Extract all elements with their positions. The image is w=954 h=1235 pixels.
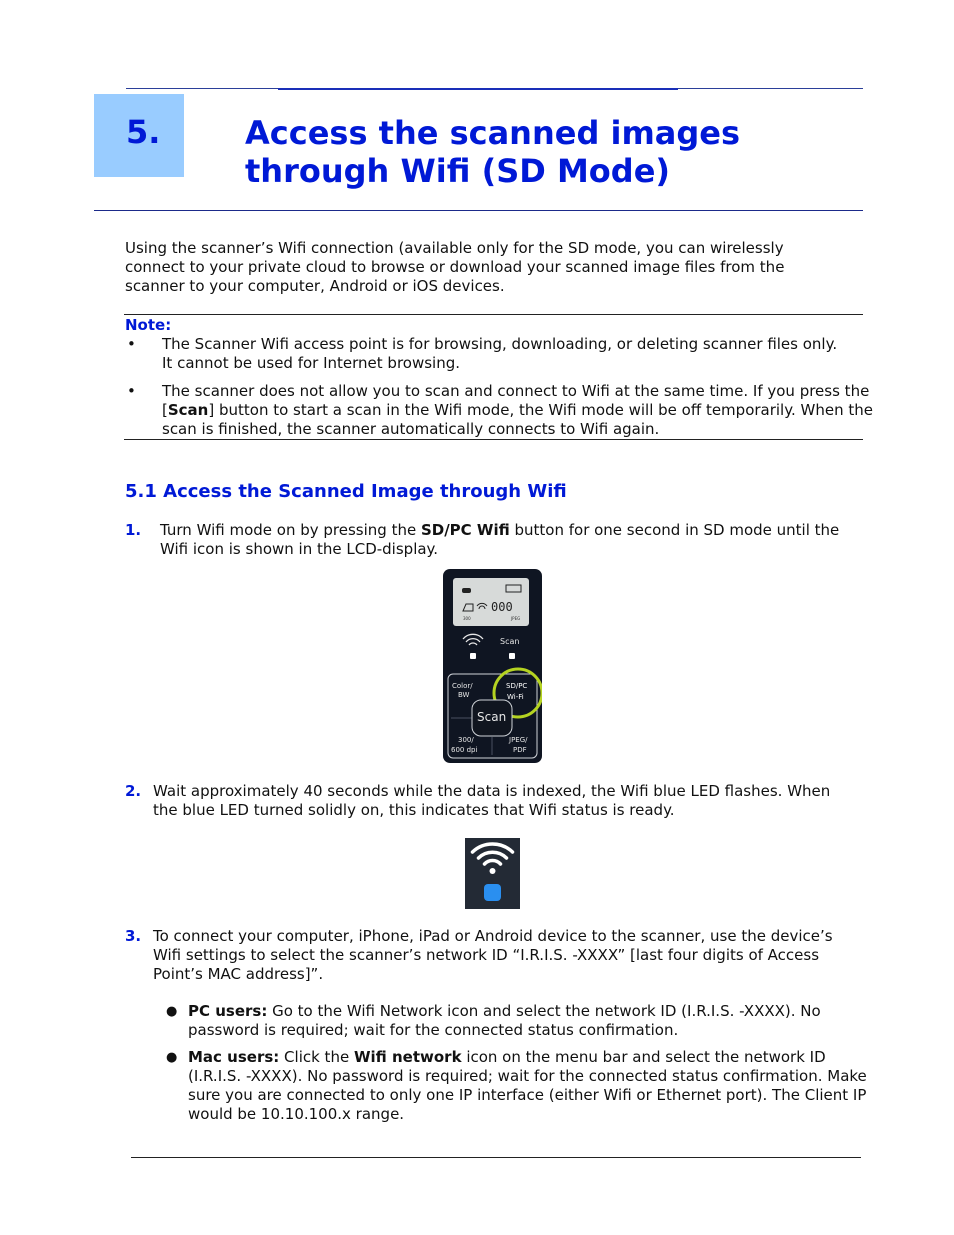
section-heading: 5.1 Access the Scanned Image through Wifi	[125, 481, 567, 502]
color-bw-label-1: Color/	[452, 682, 473, 690]
dpi-label-2: 600 dpi	[451, 746, 478, 754]
step-1-post: button for one second in SD mode until the Wifi icon is shown in the LCD-display.	[160, 521, 840, 558]
pc-users-item	[188, 1002, 858, 1040]
mac-users-pre: Click the	[279, 1048, 354, 1066]
note-bullet-2-pre: The scanner does not allow you to scan and connect to Wifi at the same time. If you press the [	[162, 382, 870, 419]
step-3-number: 3.	[125, 927, 142, 945]
blue-led	[484, 884, 501, 901]
lcd-sd-card-icon	[462, 588, 471, 593]
color-bw-label-2: BW	[458, 691, 470, 699]
chapter-title	[245, 114, 845, 190]
step-2-number: 2.	[125, 782, 142, 800]
dpi-label-1: 300/	[458, 736, 474, 744]
pc-users-label: PC users:	[188, 1002, 268, 1020]
wifi-led	[470, 653, 476, 659]
lcd-small-left: 300	[463, 616, 471, 621]
title-rule	[94, 210, 863, 211]
mac-users-label: Mac users:	[188, 1048, 280, 1066]
scan-led	[509, 653, 515, 659]
scan-button-label: Scan	[477, 710, 507, 724]
chapter-title-line1: Access the scanned images	[245, 114, 741, 152]
jpeg-label-1: JPEG/	[509, 736, 528, 744]
note-label: Note:	[125, 316, 172, 334]
chapter-number: 5.	[126, 113, 161, 151]
step-2-text: Wait approximately 40 seconds while the data is indexed, the Wifi blue LED flashes. When the blue LED turned solidly on, this indicates that Wifi status is ready.	[153, 782, 831, 819]
jpeg-label-2: PDF	[513, 746, 527, 754]
step-3-text: To connect your computer, iPhone, iPad or Android device to the scanner, use the device’s Wifi settings to select the scanner’s network ID “I.R.I.S. -XXXX” [last four digits of Access Point’s MAC address]”.	[153, 927, 833, 983]
footer-rule	[131, 1157, 861, 1158]
step-1-text	[160, 521, 860, 559]
step-1-bold: SD/PC Wifi	[420, 521, 510, 539]
note-bullet-2-post: ] button to start a scan in the Wifi mode, the Wifi mode will be off temporarily. When the scan is finished, the scanner automatically connects to Wifi again.	[162, 401, 873, 438]
bullet-dot: •	[127, 382, 136, 400]
note-bottom-rule	[124, 439, 863, 440]
note-bullet-2	[162, 382, 882, 439]
bullet-dot: •	[127, 335, 136, 353]
scanner-panel-figure	[443, 569, 542, 763]
lcd-small-right: JPEG	[511, 616, 521, 621]
scan-indicator-label: Scan	[500, 637, 520, 646]
note-bullet-1: The Scanner Wifi access point is for browsing, downloading, or deleting scanner files only. It cannot be used for Internet browsing.	[162, 335, 838, 372]
step-1-number: 1.	[125, 521, 142, 539]
sub-bullet-dot: ●	[166, 1050, 178, 1065]
note-bullet-2-bold: Scan	[167, 401, 209, 419]
lcd-digits: 000	[491, 600, 513, 614]
pc-users-text: Go to the Wifi Network icon and select the network ID (I.R.I.S. -XXXX). No password is required; wait for the connected status confirmation.	[188, 1002, 821, 1039]
intro-paragraph: Using the scanner’s Wifi connection (available only for the SD mode, you can wirelessly connect to your private cloud to browse or download your scanned image files from the scanner to your computer, Android or iOS devices.	[125, 239, 785, 295]
sub-bullet-dot: ●	[166, 1004, 178, 1019]
note-top-rule	[124, 314, 863, 315]
wifi-led-figure	[465, 838, 520, 909]
step-1-pre: Turn Wifi mode on by pressing the	[160, 521, 421, 539]
top-rule-accent	[278, 88, 678, 90]
mac-users-item	[188, 1048, 878, 1124]
wifi-dot	[490, 868, 496, 874]
chapter-title-line2: through Wifi (SD Mode)	[245, 152, 671, 190]
mac-users-bold2: Wifi network	[353, 1048, 462, 1066]
mac-users-post: icon on the menu bar and select the network ID (I.R.I.S. -XXXX). No password is required; wait for the connected status confirmation. Make sure you are connected to only one IP interface (either Wifi or Ethernet port). The Client IP would be 10.10.100.x range.	[188, 1048, 867, 1123]
sdpc-label-1: SD/PC	[506, 682, 528, 690]
sdpc-label-2: Wi-Fi	[507, 693, 524, 701]
